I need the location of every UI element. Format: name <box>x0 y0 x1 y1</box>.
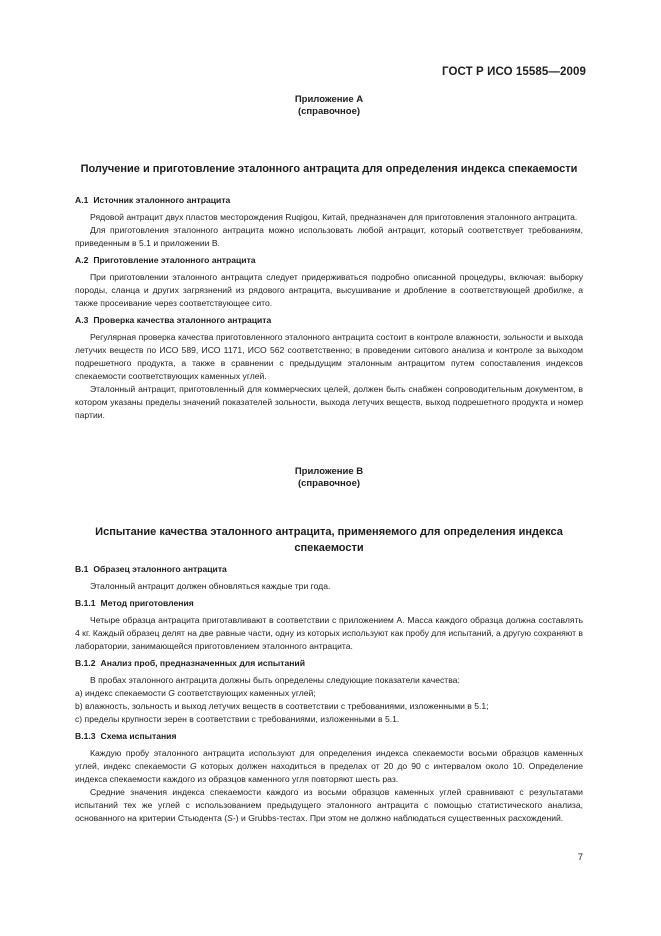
paragraph: Эталонный антрацит, приготовленный для коммерческих целей, должен быть снабжен сопроводительным документом, в котором указаны пределы значений показателей зольности, выхода летучих веществ, выход подрешетного продукта и номер партии. <box>75 384 583 420</box>
annex-b-title: Испытание качества эталонного антрацита, применяемого для определения индекса спекаемости <box>95 526 563 554</box>
annex-b-label: Приложение В <box>294 466 364 477</box>
section-heading: В.1.2 Анализ проб, предназначенных для испытаний <box>75 658 305 668</box>
page-number: 7 <box>577 852 583 863</box>
paragraph: Четыре образца антрацита приготавливают в соответствии с приложением А. Масса каждого образца должна составлять 4 кг. Каждый образец делят на две равные части, одну из которых используют как пробу для испытаний, а другую сохраняют в лаборатории, занимающейся приготовлением эталонного антрацита. <box>75 615 583 651</box>
paragraph: Эталонный антрацит должен обновляться каждые три года. <box>90 581 331 591</box>
paragraph: Регулярная проверка качества приготовленного эталонного антрацита состоит в контроле влажности, зольности и выхода летучих веществ по ИСО 589, ИСО 1171, ИСО 562 соответственно; в проведении ситового анализа и контроле за выходом подрешетного продукта, а также в сравнении с предыдущим эталонным антрацитом путем сопоставления индексов спекаемости соответствующих каменных углей. <box>75 332 583 381</box>
section-heading: В.1.3 Схема испытания <box>75 731 177 741</box>
section-heading: А.3 Проверка качества эталонного антрацита <box>75 315 272 325</box>
paragraph: При приготовлении эталонного антрацита следует придерживаться подробно описанной процедуры, включая: выборку породы, сланца и других загрязнений из рядового антрацита, высушивание и дробление в соответствующей дробилке, а также просеивание через соответствующее сито. <box>75 272 583 308</box>
paragraph: Рядовой антрацит двух пластов месторождения Ruqigou, Китай, предназначен для приготовления эталонного антрацита. <box>90 212 578 222</box>
section-heading: А.2 Приготовление эталонного антрацита <box>75 255 256 265</box>
page-content <box>75 90 583 825</box>
annex-a-title: Получение и приготовление эталонного антрацита для определения индекса спекаемости <box>80 163 578 175</box>
document-id: ГОСТ Р ИСО 15585—2009 <box>441 66 586 78</box>
section-heading: А.1 Источник эталонного антрацита <box>75 195 231 205</box>
section-heading: В.1 Образец эталонного антрацита <box>75 564 227 574</box>
paragraph: Каждую пробу эталонного антрацита используют для определения индекса спекаемости восьми образцов каменных углей, индекс спекаемости G которых должен находиться в пределах от 20 до 90 с интервалом около 10. Определение индекса спекаемости каждого из образцов каменного угля повторяют шесть раз. <box>75 748 583 784</box>
section-heading: В.1.1 Метод приготовления <box>75 598 194 608</box>
list-item: а) индекс спекаемости G соответствующих каменных углей; <box>75 688 316 698</box>
annex-b-type: (справочное) <box>297 478 361 489</box>
paragraph: В пробах эталонного антрацита должны быть определены следующие показатели качества: <box>90 675 460 685</box>
paragraph: Для приготовления эталонного антрацита можно использовать любой антрацит, который соответствует требованиям, приведенным в 5.1 и приложении В. <box>75 225 583 248</box>
paragraph: Средние значения индекса спекаемости каждого из восьми образцов каменных углей сравнивают с результатами испытаний тех же углей с использованием предыдущего эталонного антрацита с помощью статистического анализа, основанного на критерии Стьюдента (S-) и Grubbs-тестах. При этом не должно наблюдаться существенных расхождений. <box>75 787 583 823</box>
annex-a-label: Приложение А <box>294 94 364 105</box>
list-item: b) влажность, зольность и выход летучих веществ в соответствии с требованиями, изложенными в 5.1; <box>75 701 489 711</box>
annex-a-type: (справочное) <box>297 106 361 117</box>
list-item: c) пределы крупности зерен в соответствии с требованиями, изложенными в 5.1. <box>75 714 400 724</box>
